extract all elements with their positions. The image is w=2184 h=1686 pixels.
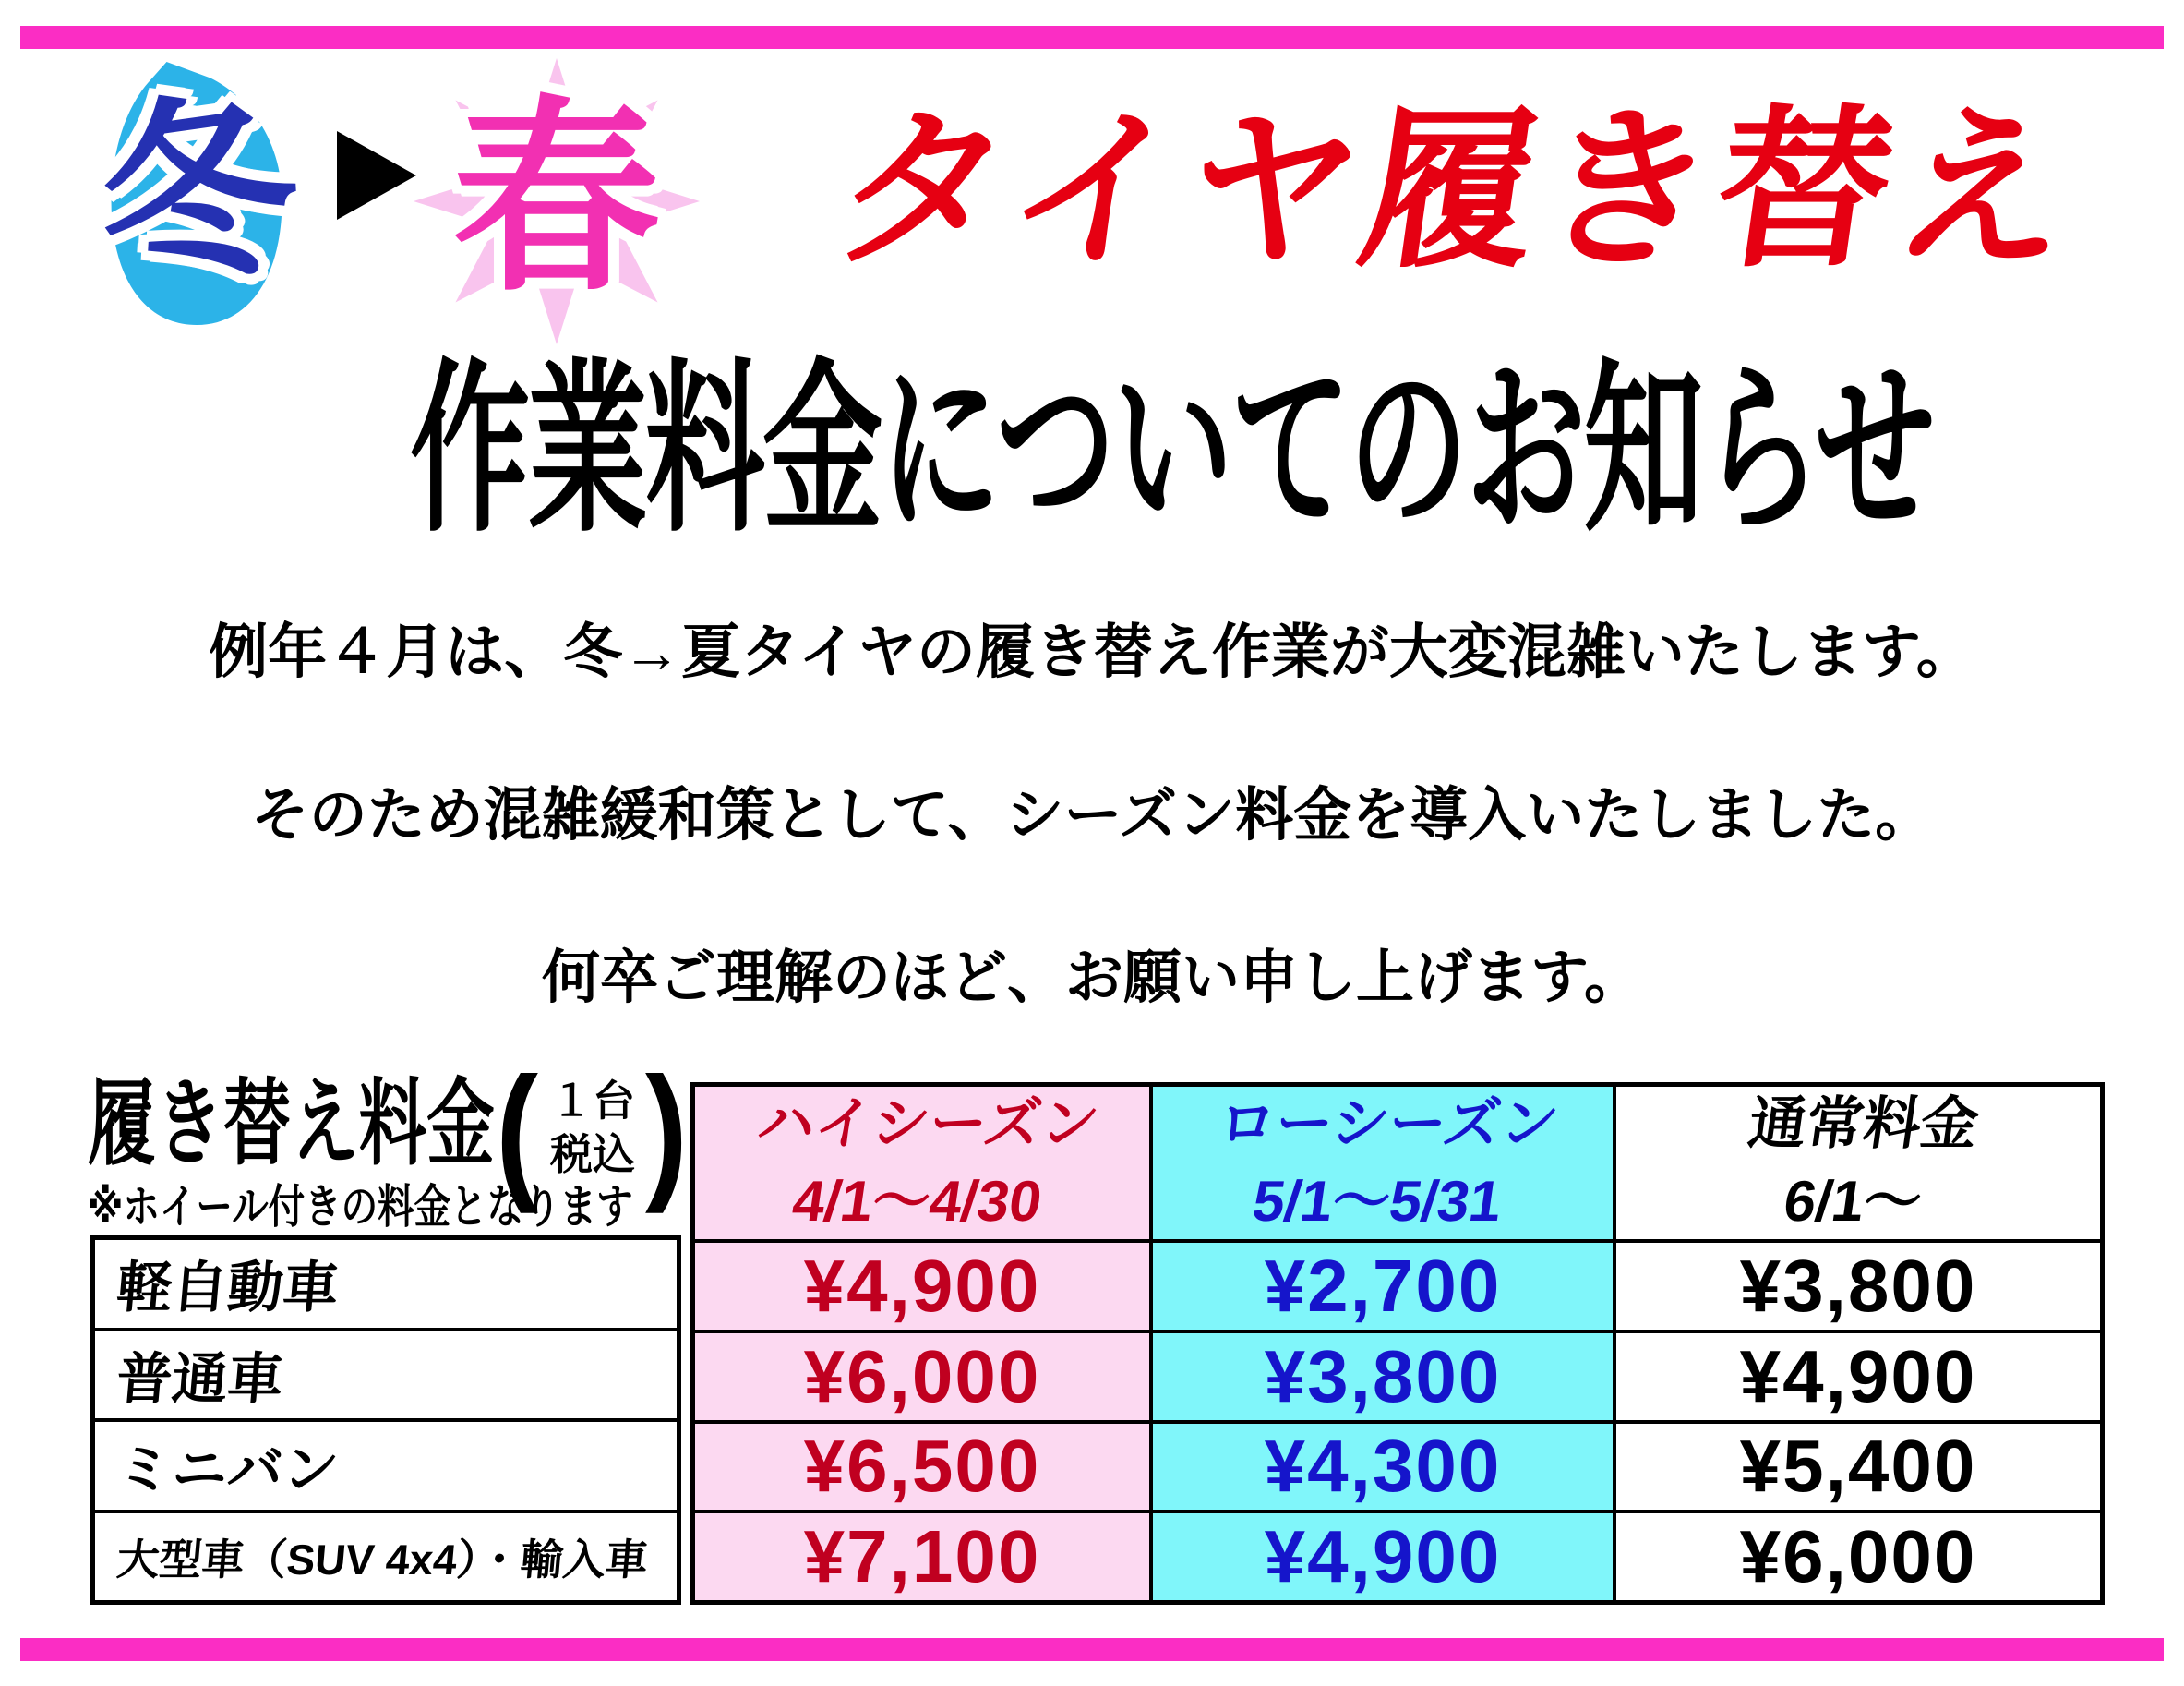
- fee-title-text: 履き替え料金: [88, 1071, 495, 1176]
- price-large-low: ¥4,900: [1149, 1513, 1613, 1600]
- fee-unit-top: １台: [550, 1077, 635, 1125]
- header-regular: [1613, 1087, 2100, 1239]
- price-standard-high: ¥6,000: [695, 1333, 1149, 1420]
- paragraph-season-fee: そのため混雑緩和策として、シーズン料金を導入いたしました。: [250, 783, 1934, 848]
- price-kei-low: ¥2,700: [1149, 1243, 1613, 1330]
- price-table: [690, 1082, 2105, 1605]
- price-kei-high: ¥4,900: [695, 1243, 1149, 1330]
- fee-unit-note: [542, 1075, 643, 1181]
- notice-heading: [0, 347, 2184, 553]
- price-minivan-low: ¥4,300: [1149, 1424, 1613, 1511]
- vehicle-row-kei: 軽自動車: [114, 1257, 342, 1319]
- paragraph-request: 何卒ご理解のほど、お願い申し上げます。: [542, 945, 1642, 1010]
- paragraph-congestion: 例年４月は、冬→夏タイヤの履き替え作業が大変混雑いたします。: [209, 619, 1975, 685]
- fee-unit-bottom: 税込: [550, 1129, 635, 1178]
- notice-heading-text: 作業料金についてのお知らせ: [410, 347, 1933, 553]
- price-kei-regular: ¥3,800: [1613, 1243, 2100, 1330]
- price-table-header-row: [695, 1087, 2100, 1239]
- price-large-regular: ¥6,000: [1613, 1513, 2100, 1600]
- vehicle-label-box: [90, 1235, 681, 1605]
- price-standard-regular: ¥4,900: [1613, 1333, 2100, 1420]
- header-low-season: [1149, 1087, 1613, 1239]
- season-arrow-icon: [337, 131, 416, 220]
- price-row-kei: [695, 1239, 2100, 1330]
- header-high-season-period: 4/1～4/30: [787, 1169, 1046, 1234]
- price-standard-low: ¥3,800: [1149, 1333, 1613, 1420]
- vehicle-row-large: 大型車（SUV 4x4）・輸入車: [95, 1510, 677, 1601]
- header-low-season-label: ローシーズン: [1214, 1091, 1563, 1156]
- bottom-accent-bar: [20, 1638, 2164, 1661]
- vehicle-row-minivan: ミニバン: [95, 1418, 677, 1510]
- header-regular-label: 通常料金: [1745, 1091, 1983, 1156]
- header-high-season: [695, 1087, 1149, 1239]
- price-row-standard: [695, 1330, 2100, 1420]
- vehicle-row-standard: 普通車: [95, 1328, 677, 1419]
- winter-character: 冬: [83, 69, 311, 318]
- winter-graphic: [81, 57, 312, 334]
- fee-note: ※ホイール付きの料金となります: [88, 1181, 633, 1233]
- header-regular-period: 6/1～: [1780, 1169, 1926, 1234]
- price-row-large: [695, 1510, 2100, 1600]
- price-row-minivan: [695, 1420, 2100, 1511]
- spring-graphic: [414, 44, 700, 358]
- top-accent-bar: [20, 26, 2164, 49]
- fee-paren-close: ): [645, 1046, 688, 1215]
- header-high-season-label: ハイシーズン: [752, 1091, 1103, 1156]
- price-minivan-high: ¥6,500: [695, 1424, 1149, 1511]
- fee-paren-open: (: [496, 1046, 538, 1215]
- price-large-high: ¥7,100: [695, 1513, 1149, 1600]
- page-title: タイヤ履き替え: [822, 93, 2086, 287]
- header-low-season-period: 5/1～5/31: [1248, 1169, 1506, 1234]
- price-minivan-regular: ¥5,400: [1613, 1424, 2100, 1511]
- spring-character: 春: [452, 82, 660, 315]
